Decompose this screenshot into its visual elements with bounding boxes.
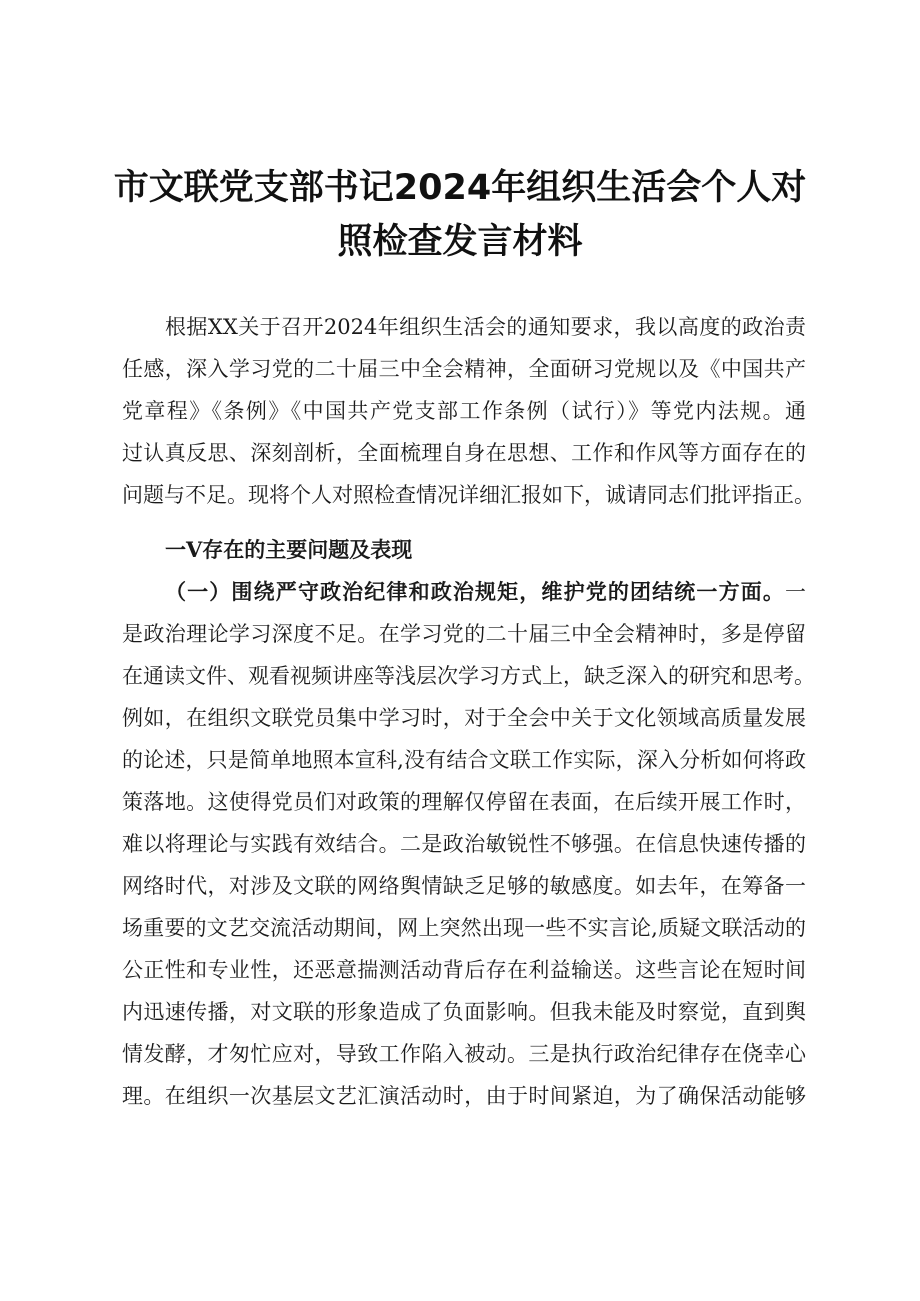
subsection-heading-tail: 一 <box>785 580 806 604</box>
section-heading: 一V存在的主要问题及表现 <box>165 537 413 562</box>
document-title-line-1: 市文联党支部书记2024年组织生活会个人对 <box>113 168 807 208</box>
subsection-heading: （一）围绕严守政治纪律和政治规矩，维护党的团结统一方面。 <box>165 579 785 604</box>
document-title-line-2: 照检查发言材料 <box>337 222 583 262</box>
intro-paragraph-line: 任感，深入学习党的二十届三中全会精神，全面研习党规以及《中国共产 <box>122 357 806 381</box>
body-paragraph-line: 理。在组织一次基层文艺汇演活动时，由于时间紧迫，为了确保活动能够 <box>122 1084 806 1108</box>
intro-paragraph-line: 党章程》《条例》《中国共产党支部工作条例（试行）》等党内法规。通 <box>122 399 806 423</box>
body-paragraph-line: 场重要的文艺交流活动期间，网上突然出现一些不实言论,质疑文联活动的 <box>122 916 806 940</box>
intro-paragraph-line: 过认真反思、深刻剖析，全面梳理自身在思想、工作和作风等方面存在的 <box>122 441 806 465</box>
body-paragraph-line: 在通读文件、观看视频讲座等浅层次学习方式上，缺乏深入的研究和思考。 <box>122 664 815 688</box>
body-paragraph-line: 情发酵，才匆忙应对，导致工作陷入被动。三是执行政治纪律存在侥幸心 <box>122 1042 806 1066</box>
intro-paragraph-line: 问题与不足。现将个人对照检查情况详细汇报如下，诚请同志们批评指正。 <box>122 483 815 507</box>
body-paragraph-line: 内迅速传播，对文联的形象造成了负面影响。但我未能及时察觉，直到舆 <box>122 1000 806 1024</box>
body-paragraph-line: 难以将理论与实践有效结合。二是政治敏锐性不够强。在信息快速传播的 <box>122 832 806 856</box>
body-paragraph-line: 是政治理论学习深度不足。在学习党的二十届三中全会精神时，多是停留 <box>122 622 806 646</box>
body-paragraph-line: 策落地。这使得党员们对政策的理解仅停留在表面，在后续开展工作时， <box>122 790 806 814</box>
body-paragraph-line: 例如，在组织文联党员集中学习时，对于全会中关于文化领域高质量发展 <box>122 706 806 730</box>
body-paragraph-line: 的论述，只是简单地照本宣科,没有结合文联工作实际，深入分析如何将政 <box>122 748 806 772</box>
intro-paragraph-line: 根据XX关于召开2024年组织生活会的通知要求，我以高度的政治责 <box>165 315 806 339</box>
body-paragraph-line: 网络时代，对涉及文联的网络舆情缺乏足够的敏感度。如去年，在筹备一 <box>122 874 806 898</box>
body-paragraph-line: 公正性和专业性，还恶意揣测活动背后存在利益输送。这些言论在短时间 <box>122 958 806 982</box>
subsection-heading-row <box>165 578 806 606</box>
